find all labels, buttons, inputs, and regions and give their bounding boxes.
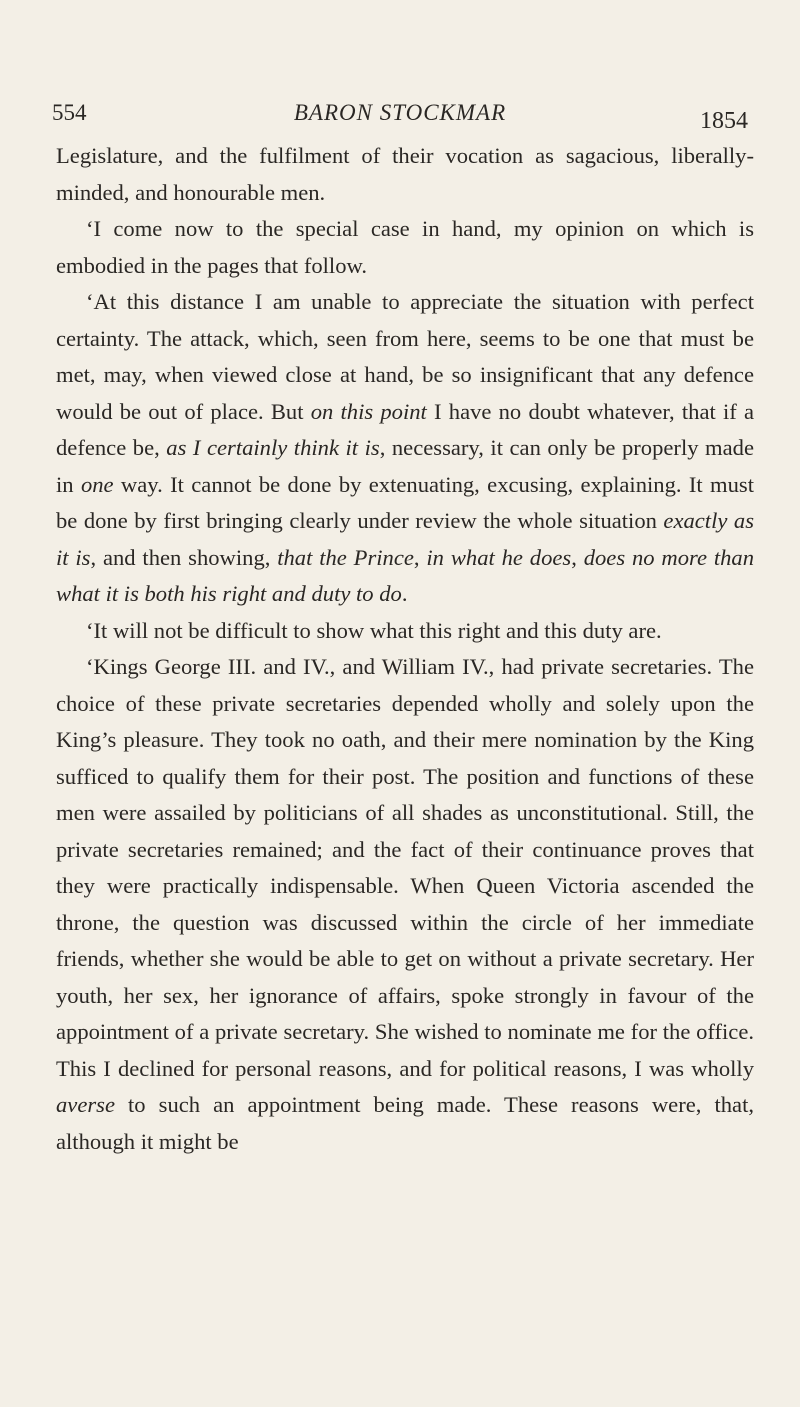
italic-text: on this point <box>310 398 427 424</box>
italic-text: exactly as it is <box>56 508 754 570</box>
text-run: I have no doubt whatever, that if a defence be, <box>56 398 754 460</box>
text-run: Legislature, and the fulfilment of their vocation as sagacious, liberally-minded, and honourable men. <box>56 143 754 205</box>
text-run: ‘Kings George III. and IV., and William IV., had private secretaries. The choice of these private secretaries depended wholly and solely upon the King’s pleasure. They took no oath, and their mere nomination by the King sufficed to qualify them for their post. The position and functions of these men were assailed by politicians of all shades as unconstitutional. Still, the private secretaries remained; and the fact of their continuance proves that they were practically indispensable. When Queen Victoria ascended the throne, the question was discussed within the circle of her immediate friends, whether she would be able to get on without a private secretary. Her youth, her sex, her ignorance of affairs, spoke strongly in favour of the appointment of a private secretary. She wished to nominate me for the office. This I declined for personal reasons, and for political reasons, I was wholly <box>56 654 754 1081</box>
italic-text: in what he does <box>426 544 572 570</box>
paragraph <box>56 284 754 613</box>
text-run: way. It cannot be done by extenuating, excusing, explaining. It must be done by first bringing clearly under review the whole situation <box>56 471 754 533</box>
text-run: ‘I come now to the special case in hand, my opinion on which is embodied in the pages that follow. <box>56 216 754 278</box>
italic-text: averse <box>56 1092 115 1117</box>
book-title: BARON STOCKMAR <box>293 100 507 125</box>
text-run: to such an appointment being made. These reasons were, that, although it might be <box>56 1092 754 1154</box>
italic-text: one <box>80 471 114 497</box>
text-run: ‘At this distance I am unable to appreciate the situation with perfect certainty. The attack, which, seen from here, seems to be one that must be met, may, when viewed close at hand, be so insignificant that any defence would be out of place. But <box>56 289 754 424</box>
year-marker: 1854 <box>700 108 748 134</box>
text-run: ‘It will not be difficult to show what this right and this duty are. <box>86 617 662 643</box>
paragraph <box>56 649 754 1160</box>
body-text <box>56 138 754 1160</box>
paragraph <box>56 211 754 284</box>
italic-text: as I certainly think it is <box>166 435 380 460</box>
text-run: , necessary, it can only be properly made in <box>56 435 754 497</box>
italic-text: does no more than what it is both his right and duty to do <box>56 544 755 606</box>
paragraph <box>56 138 754 211</box>
page-number: 554 <box>52 100 87 125</box>
text-run: , <box>413 544 427 570</box>
paragraph <box>56 613 754 650</box>
italic-text: that the Prince <box>277 544 414 570</box>
running-head <box>52 92 748 132</box>
text-run: , and then showing, <box>90 544 278 570</box>
text-run: , <box>571 544 584 570</box>
text-run: . <box>401 581 408 606</box>
